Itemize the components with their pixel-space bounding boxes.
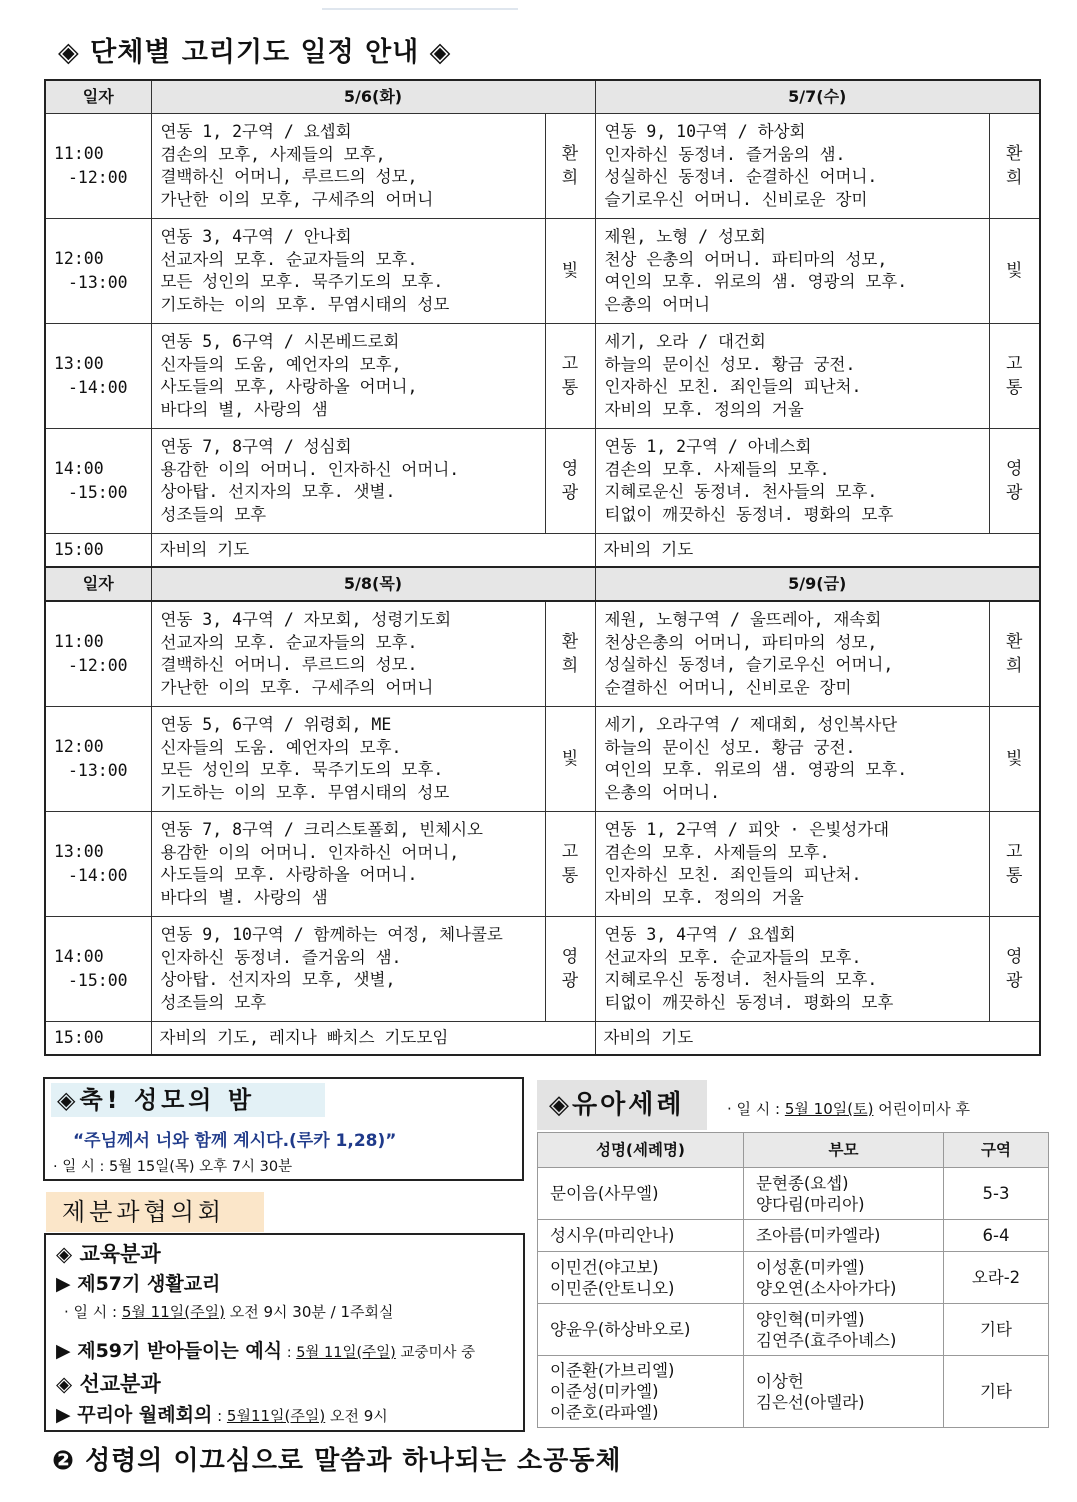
group-cell: 연동 5, 6구역 / 시몬베드로회 신자들의 도움, 예언자의 모후, 사도들의 모후, 사랑하올 어머니, 바다의 별, 사랑의 샘 — [151, 324, 545, 429]
time-cell: 15:00 — [45, 1022, 151, 1056]
curia-meeting-item: ▶ 꾸리아 월례회의 : 5월11일(주일) 오전 9시 — [56, 1404, 388, 1426]
table-header-row — [45, 567, 1040, 601]
child-name: 문이음(사무엘) — [538, 1168, 744, 1220]
marian-night-heading: ◈축! 성모의 밤 — [51, 1083, 325, 1117]
prayer-schedule-table — [44, 79, 1041, 1056]
parents: 이상헌 김은선(아델라) — [744, 1356, 944, 1428]
table-header-row — [45, 80, 1040, 114]
mystery-cell: 빛 — [989, 707, 1040, 812]
group-cell: 연동 3, 4구역 / 안나회 선교자의 모후. 순교자들의 모후. 모든 성인의 모후. 묵주기도의 모후. 기도하는 이의 모후. 무염시태의 성모 — [151, 219, 545, 324]
mission-heading: ◈ 선교분과 — [56, 1372, 161, 1396]
catechism-item: ▶ 제57기 생활교리 — [56, 1273, 221, 1295]
time-cell: 14:00 -15:00 — [45, 917, 151, 1022]
table-row — [45, 219, 1040, 324]
day-header-1: 5/6(화) — [151, 80, 595, 114]
mystery-cell: 빛 — [989, 219, 1040, 324]
mystery-cell: 영 광 — [545, 429, 595, 534]
parents: 이성훈(미카엘) 양오연(소사아가다) — [744, 1252, 944, 1304]
group-cell: 세기, 오라구역 / 제대회, 성인복사단 하늘의 문이신 성모. 황금 궁전. 여인의 모후. 위로의 샘. 영광의 모후. 은총의 어머니. — [595, 707, 989, 812]
group-cell: 자비의 기도 — [151, 534, 595, 568]
group-cell: 세기, 오라 / 대건회 하늘의 문이신 성모. 황금 궁전. 인자하신 모친. 죄인들의 피난처. 자비의 모후. 정의의 거울 — [595, 324, 989, 429]
time-cell: 13:00 -14:00 — [45, 324, 151, 429]
scripture-quote: “주님께서 너와 함께 계시다.(루카 1,28)” — [73, 1131, 397, 1151]
group-cell: 연동 7, 8구역 / 성심회 용감한 이의 어머니. 인자하신 어머니. 상아탑. 선지자의 모후. 샛별. 성조들의 모후 — [151, 429, 545, 534]
time-cell: 13:00 -14:00 — [45, 812, 151, 917]
group-cell: 자비의 기도 — [595, 534, 1040, 568]
table-row — [45, 1022, 1040, 1056]
marian-night-box — [43, 1077, 524, 1181]
table-row — [45, 429, 1040, 534]
child-name: 성시우(마리안나) — [538, 1220, 744, 1252]
table-row — [538, 1168, 1049, 1220]
council-box — [44, 1233, 525, 1432]
group-cell: 제원, 노형구역 / 울뜨레아, 재속회 천상은총의 어머니, 파티마의 성모, 성실하신 동정녀, 슬기로우신 어머니, 순결하신 어머니, 신비로운 장미 — [595, 601, 989, 707]
group-cell: 연동 1, 2구역 / 아네스회 겸손의 모후. 사제들의 모후. 지혜로운신 동정녀. 천사들의 모후. 티없이 깨끗하신 동정녀. 평화의 모후 — [595, 429, 989, 534]
group-cell: 자비의 기도, 레지나 빠치스 기도모임 — [151, 1022, 595, 1056]
day-header-3: 5/8(목) — [151, 567, 595, 601]
group-cell: 연동 3, 4구역 / 요셉회 선교자의 모후. 순교자들의 모후. 지혜로우신 동정녀. 천사들의 모후. 티없이 깨끗하신 동정녀. 평화의 모후 — [595, 917, 989, 1022]
mystery-cell: 고 통 — [545, 812, 595, 917]
day-header-2: 5/7(수) — [595, 80, 1040, 114]
table-row — [45, 534, 1040, 568]
table-row — [45, 114, 1040, 219]
time-cell: 11:00 -12:00 — [45, 601, 151, 707]
table-row — [538, 1252, 1049, 1304]
council-heading: 제분과협의회 — [46, 1192, 264, 1232]
day-header-4: 5/9(금) — [595, 567, 1040, 601]
time-cell: 15:00 — [45, 534, 151, 568]
zone: 기타 — [944, 1356, 1049, 1428]
mystery-cell: 환 희 — [545, 114, 595, 219]
baptism-table — [537, 1132, 1049, 1428]
acceptance-rite-item: ▶ 제59기 받아들이는 예식 : 5월 11일(주일) 교중미사 중 — [56, 1340, 476, 1362]
marian-night-time: · 일 시 : 5월 15일(목) 오후 7시 30분 — [53, 1159, 293, 1175]
mystery-cell: 고 통 — [989, 324, 1040, 429]
table-row — [45, 917, 1040, 1022]
child-name: 양윤우(하상바오로) — [538, 1304, 744, 1356]
time-cell: 11:00 -12:00 — [45, 114, 151, 219]
table-row — [538, 1220, 1049, 1252]
education-heading: ◈ 교육분과 — [56, 1242, 161, 1266]
table-row — [45, 707, 1040, 812]
col-zone: 구역 — [944, 1133, 1049, 1168]
table-row — [45, 601, 1040, 707]
col-parents: 부모 — [744, 1133, 944, 1168]
date-header: 일자 — [45, 567, 151, 601]
table-row — [538, 1356, 1049, 1428]
time-cell: 12:00 -13:00 — [45, 707, 151, 812]
table-row — [45, 812, 1040, 917]
parents: 양인혁(미카엘) 김연주(효주아녜스) — [744, 1304, 944, 1356]
catechism-time: · 일 시 : 5월 11일(주일) 오전 9시 30분 / 1주회실 — [64, 1303, 394, 1321]
group-cell: 자비의 기도 — [595, 1022, 1040, 1056]
mystery-cell: 빛 — [545, 707, 595, 812]
mystery-cell: 고 통 — [545, 324, 595, 429]
zone: 기타 — [944, 1304, 1049, 1356]
child-name: 이준환(가브리엘) 이준성(미카엘) 이준호(라파엘) — [538, 1356, 744, 1428]
group-cell: 연동 9, 10구역 / 함께하는 여정, 체나콜로 인자하신 동정녀. 즐거움의 샘. 상아탑. 선지자의 모후, 샛별, 성조들의 모후 — [151, 917, 545, 1022]
top-rule — [322, 8, 518, 10]
parents: 문현종(요셉) 양다림(마리아) — [744, 1168, 944, 1220]
group-cell: 연동 3, 4구역 / 자모회, 성령기도회 선교자의 모후. 순교자들의 모후. 결백하신 어머니. 루르드의 성모. 가난한 이의 모후. 구세주의 어머니 — [151, 601, 545, 707]
time-cell: 12:00 -13:00 — [45, 219, 151, 324]
mystery-cell: 영 광 — [545, 917, 595, 1022]
page-title: ◈ 단체별 고리기도 일정 안내 ◈ — [58, 37, 452, 68]
parents: 조아름(미카엘라) — [744, 1220, 944, 1252]
zone: 5-3 — [944, 1168, 1049, 1220]
date-header: 일자 — [45, 80, 151, 114]
mystery-cell: 환 희 — [989, 114, 1040, 219]
baptism-header-row — [538, 1133, 1049, 1168]
child-name: 이민건(야고보) 이민준(안토니오) — [538, 1252, 744, 1304]
group-cell: 연동 5, 6구역 / 위령회, ME 신자들의 도움. 예언자의 모후. 모든 성인의 모후. 묵주기도의 모후. 기도하는 이의 모후. 무염시태의 성모 — [151, 707, 545, 812]
mystery-cell: 영 광 — [989, 917, 1040, 1022]
group-cell: 제원, 노형 / 성모회 천상 은총의 어머니. 파티마의 성모, 여인의 모후. 위로의 샘. 영광의 모후. 은총의 어머니 — [595, 219, 989, 324]
group-cell: 연동 1, 2구역 / 피앗 · 은빛성가대 겸손의 모후. 사제들의 모후. 인자하신 모친. 죄인들의 피난처. 자비의 모후. 정의의 거울 — [595, 812, 989, 917]
col-name: 성명(세례명) — [538, 1133, 744, 1168]
baptism-heading: ◈유아세례 — [537, 1080, 707, 1130]
mystery-cell: 환 희 — [989, 601, 1040, 707]
baptism-time: · 일 시 : 5월 10일(토) 어린이미사 후 — [727, 1100, 970, 1118]
group-cell: 연동 9, 10구역 / 하상회 인자하신 동정녀. 즐거움의 샘. 성실하신 동정녀. 순결하신 어머니. 슬기로우신 어머니. 신비로운 장미 — [595, 114, 989, 219]
zone: 6-4 — [944, 1220, 1049, 1252]
time-cell: 14:00 -15:00 — [45, 429, 151, 534]
mystery-cell: 빛 — [545, 219, 595, 324]
zone: 오라-2 — [944, 1252, 1049, 1304]
mystery-cell: 고 통 — [989, 812, 1040, 917]
mystery-cell: 영 광 — [989, 429, 1040, 534]
footer-motto: ❷ 성령의 이끄심으로 말씀과 하나되는 소공동체 — [52, 1446, 622, 1476]
table-row — [45, 324, 1040, 429]
table-row — [538, 1304, 1049, 1356]
mystery-cell: 환 희 — [545, 601, 595, 707]
group-cell: 연동 7, 8구역 / 크리스토폴회, 빈체시오 용감한 이의 어머니. 인자하신 어머니, 사도들의 모후. 사랑하올 어머니. 바다의 별. 사랑의 샘 — [151, 812, 545, 917]
group-cell: 연동 1, 2구역 / 요셉회 겸손의 모후, 사제들의 모후, 결백하신 어머니, 루르드의 성모, 가난한 이의 모후, 구세주의 어머니 — [151, 114, 545, 219]
